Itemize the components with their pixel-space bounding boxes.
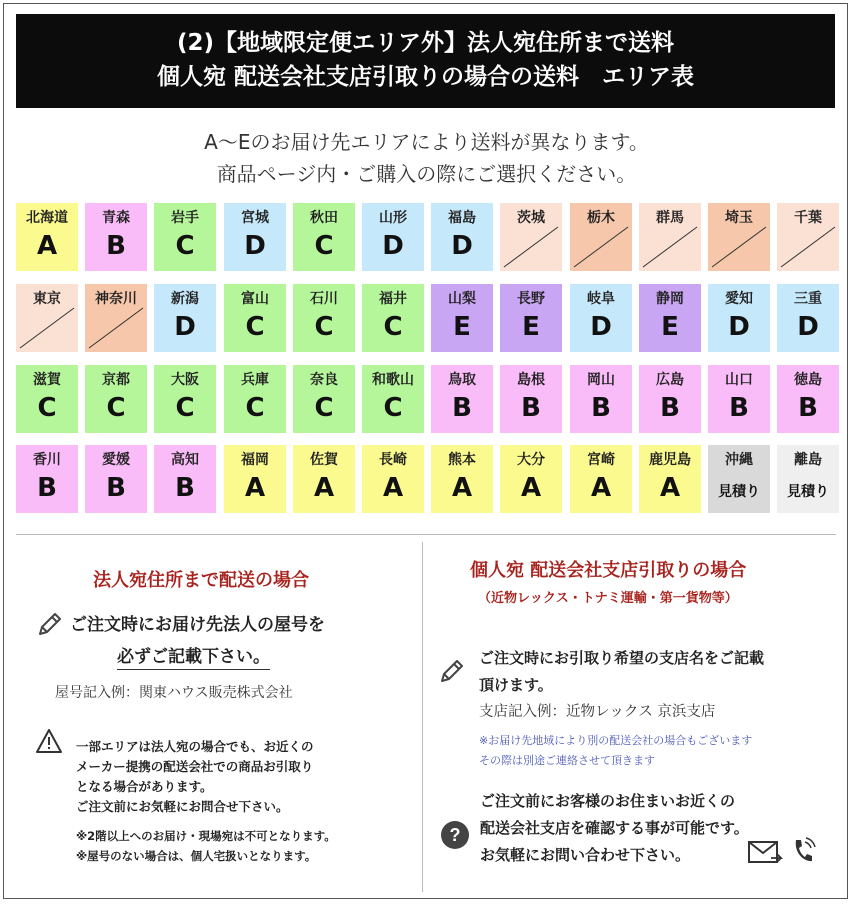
panel-divider bbox=[422, 542, 423, 892]
not-applicable-slash bbox=[16, 284, 78, 352]
area-code: B bbox=[798, 393, 818, 423]
area-cell bbox=[224, 284, 286, 352]
area-cell bbox=[639, 445, 701, 513]
pencil-icon bbox=[36, 610, 64, 638]
prefecture-name: 三重 bbox=[794, 291, 822, 307]
area-cell bbox=[639, 203, 701, 271]
area-cell bbox=[708, 365, 770, 433]
area-code: A bbox=[313, 473, 335, 503]
prefecture-name: 福岡 bbox=[241, 452, 269, 468]
area-cell bbox=[85, 445, 147, 513]
area-cell bbox=[362, 284, 424, 352]
note-line-2: ※屋号のない場合は、個人宅扱いとなります。 bbox=[76, 849, 317, 863]
not-applicable-slash bbox=[570, 203, 632, 271]
prefecture-name: 東京 bbox=[33, 291, 61, 307]
prefecture-name: 埼玉 bbox=[725, 210, 753, 226]
area-cell bbox=[293, 445, 355, 513]
area-cell bbox=[85, 365, 147, 433]
area-cell bbox=[777, 445, 839, 513]
area-code: C bbox=[106, 393, 126, 423]
area-code: B bbox=[106, 231, 126, 261]
area-cell bbox=[500, 203, 562, 271]
area-code: C bbox=[383, 312, 403, 342]
prefecture-name: 滋賀 bbox=[33, 372, 61, 388]
prefecture-name: 岐阜 bbox=[587, 291, 615, 307]
area-cell bbox=[154, 365, 216, 433]
area-code: A bbox=[659, 473, 681, 503]
area-code: A bbox=[244, 473, 266, 503]
left-instruction-line-1: ご注文時にお届け先法人の屋号を bbox=[70, 615, 325, 635]
prefecture-name: 山形 bbox=[379, 210, 407, 226]
area-cell bbox=[708, 445, 770, 513]
prefecture-name: 京都 bbox=[102, 372, 130, 388]
right-instruction-line-1: ご注文時にお引取り希望の支店名をご記載 bbox=[479, 649, 765, 667]
area-code: B bbox=[37, 473, 57, 503]
prefecture-name: 北海道 bbox=[26, 210, 68, 226]
area-code: C bbox=[245, 393, 265, 423]
area-cell bbox=[570, 365, 632, 433]
prefecture-name: 離島 bbox=[794, 452, 822, 468]
left-example: 屋号記入例：関東ハウス販売株式会社 bbox=[55, 685, 293, 701]
prefecture-name: 福井 bbox=[379, 291, 407, 307]
area-code: B bbox=[175, 473, 195, 503]
prefecture-name: 兵庫 bbox=[241, 372, 269, 388]
banner-line-1: (2)【地域限定便エリア外】法人宛住所まで送料 bbox=[176, 30, 675, 56]
pencil-icon bbox=[438, 657, 466, 685]
area-cell bbox=[154, 445, 216, 513]
question-icon bbox=[440, 820, 470, 850]
area-cell bbox=[500, 365, 562, 433]
warning-line-1: 一部エリアは法人宛の場合でも、お近くの bbox=[76, 739, 314, 754]
prefecture-name: 宮城 bbox=[241, 210, 269, 226]
right-panel-title: 個人宛 配送会社支店引取りの場合 bbox=[470, 560, 747, 581]
prefecture-name: 奈良 bbox=[310, 372, 338, 388]
area-cell bbox=[500, 284, 562, 352]
area-code: B bbox=[106, 473, 126, 503]
area-cell bbox=[224, 445, 286, 513]
question-line-3: お気軽にお問い合わせ下さい。 bbox=[480, 846, 691, 864]
prefecture-name: 和歌山 bbox=[372, 372, 414, 388]
prefecture-name: 愛知 bbox=[725, 291, 753, 307]
area-cell bbox=[85, 203, 147, 271]
area-code: B bbox=[521, 393, 541, 423]
prefecture-name: 鳥取 bbox=[448, 372, 476, 388]
area-cell bbox=[85, 284, 147, 352]
area-code: A bbox=[451, 473, 473, 503]
area-cell bbox=[500, 445, 562, 513]
prefecture-name: 青森 bbox=[102, 210, 130, 226]
prefecture-name: 山口 bbox=[725, 372, 753, 388]
blue-note-line-2: その際は別途ご連絡させて頂きます bbox=[479, 754, 655, 767]
area-code: B bbox=[452, 393, 472, 423]
warning-icon bbox=[35, 728, 63, 754]
intro-line-1: A～Eのお届け先エリアにより送料が異なります。 bbox=[204, 130, 649, 154]
area-code: E bbox=[522, 312, 540, 342]
area-cell bbox=[16, 445, 78, 513]
prefecture-name: 群馬 bbox=[656, 210, 684, 226]
not-applicable-slash bbox=[708, 203, 770, 271]
area-cell bbox=[16, 284, 78, 352]
note-line-1: ※2階以上へのお届け・現場宛は不可となります。 bbox=[76, 829, 336, 843]
area-cell bbox=[777, 365, 839, 433]
area-cell bbox=[293, 203, 355, 271]
area-cell bbox=[224, 203, 286, 271]
area-cell bbox=[777, 284, 839, 352]
area-code: B bbox=[591, 393, 611, 423]
area-code: C bbox=[314, 393, 334, 423]
area-code: C bbox=[175, 231, 195, 261]
prefecture-name: 高知 bbox=[171, 452, 199, 468]
area-cell bbox=[154, 203, 216, 271]
area-cell bbox=[362, 445, 424, 513]
area-cell bbox=[16, 203, 78, 271]
prefecture-name: 大阪 bbox=[171, 372, 199, 388]
area-code: D bbox=[382, 231, 404, 261]
question-line-2: 配送会社支店を確認する事が可能です。 bbox=[480, 819, 749, 837]
prefecture-name: 千葉 bbox=[794, 210, 822, 226]
area-cell bbox=[293, 365, 355, 433]
area-cell bbox=[431, 365, 493, 433]
area-code: C bbox=[175, 393, 195, 423]
area-code: B bbox=[660, 393, 680, 423]
prefecture-name: 徳島 bbox=[794, 372, 822, 388]
area-cell bbox=[777, 203, 839, 271]
area-cell bbox=[708, 203, 770, 271]
not-applicable-slash bbox=[500, 203, 562, 271]
area-cell bbox=[362, 203, 424, 271]
warning-line-2: メーカー提携の配送会社での商品お引取り bbox=[76, 759, 314, 774]
area-code: A bbox=[590, 473, 612, 503]
prefecture-name: 山梨 bbox=[448, 291, 476, 307]
prefecture-name: 茨城 bbox=[517, 210, 545, 226]
area-code: C bbox=[383, 393, 403, 423]
area-cell bbox=[639, 284, 701, 352]
area-cell bbox=[570, 284, 632, 352]
prefecture-name: 新潟 bbox=[171, 291, 199, 307]
area-cell bbox=[570, 203, 632, 271]
not-applicable-slash bbox=[85, 284, 147, 352]
area-code: D bbox=[174, 312, 196, 342]
not-applicable-slash bbox=[777, 203, 839, 271]
area-code: A bbox=[520, 473, 542, 503]
area-cell bbox=[708, 284, 770, 352]
prefecture-name: 福島 bbox=[448, 210, 476, 226]
mail-icon bbox=[747, 838, 783, 868]
area-code: E bbox=[661, 312, 679, 342]
intro-line-2: 商品ページ内・ご購入の際にご選択ください。 bbox=[216, 162, 637, 186]
section-divider bbox=[16, 534, 836, 535]
prefecture-name: 長野 bbox=[517, 291, 545, 307]
area-cell bbox=[154, 284, 216, 352]
area-cell bbox=[431, 284, 493, 352]
area-code: D bbox=[797, 312, 819, 342]
area-code: E bbox=[453, 312, 471, 342]
area-code: D bbox=[590, 312, 612, 342]
area-code: C bbox=[314, 231, 334, 261]
area-code: D bbox=[451, 231, 473, 261]
left-panel-title: 法人宛住所まで配送の場合 bbox=[93, 570, 309, 591]
prefecture-name: 長崎 bbox=[379, 452, 407, 468]
area-code: C bbox=[245, 312, 265, 342]
question-line-1: ご注文前にお客様のお住まいお近くの bbox=[480, 792, 736, 810]
prefecture-name: 静岡 bbox=[656, 291, 684, 307]
area-cell bbox=[431, 203, 493, 271]
area-cell bbox=[431, 445, 493, 513]
area-cell bbox=[293, 284, 355, 352]
area-cell bbox=[224, 365, 286, 433]
warning-line-4: ご注文前にお気軽にお問合せ下さい。 bbox=[76, 799, 289, 814]
prefecture-name: 沖縄 bbox=[725, 452, 753, 468]
prefecture-name: 神奈川 bbox=[95, 291, 137, 307]
right-example: 支店記入例：近物レックス 京浜支店 bbox=[479, 704, 716, 720]
svg-text:?: ? bbox=[449, 825, 461, 845]
area-code: B bbox=[729, 393, 749, 423]
prefecture-name: 広島 bbox=[656, 372, 684, 388]
area-cell bbox=[639, 365, 701, 433]
prefecture-name: 熊本 bbox=[448, 452, 476, 468]
area-code: C bbox=[37, 393, 57, 423]
prefecture-name: 富山 bbox=[241, 291, 269, 307]
prefecture-name: 島根 bbox=[517, 372, 545, 388]
right-instruction-line-2: 頂けます。 bbox=[479, 676, 553, 694]
prefecture-name: 香川 bbox=[33, 452, 61, 468]
phone-icon bbox=[790, 836, 816, 866]
prefecture-name: 秋田 bbox=[310, 210, 338, 226]
title-banner bbox=[16, 14, 835, 108]
prefecture-name: 大分 bbox=[517, 452, 545, 468]
prefecture-name: 石川 bbox=[310, 291, 338, 307]
area-code: D bbox=[728, 312, 750, 342]
area-cell bbox=[570, 445, 632, 513]
area-cell bbox=[16, 365, 78, 433]
prefecture-name: 宮崎 bbox=[587, 452, 615, 468]
estimate-label: 見積り bbox=[787, 484, 829, 500]
left-instruction-line-2: 必ずご記載下さい。 bbox=[117, 642, 270, 670]
prefecture-name: 栃木 bbox=[587, 210, 615, 226]
not-applicable-slash bbox=[639, 203, 701, 271]
area-code: A bbox=[382, 473, 404, 503]
area-code: C bbox=[314, 312, 334, 342]
prefecture-name: 岡山 bbox=[587, 372, 615, 388]
area-code: A bbox=[36, 231, 58, 261]
estimate-label: 見積り bbox=[718, 484, 760, 500]
banner-line-2: 個人宛 配送会社支店引取りの場合の送料 エリア表 bbox=[156, 64, 694, 90]
prefecture-name: 佐賀 bbox=[310, 452, 338, 468]
area-code: D bbox=[244, 231, 266, 261]
prefecture-name: 岩手 bbox=[171, 210, 199, 226]
prefecture-name: 鹿児島 bbox=[649, 452, 691, 468]
right-panel-subtitle: （近物レックス・トナミ運輸・第一貨物等） bbox=[478, 591, 738, 606]
prefecture-name: 愛媛 bbox=[102, 452, 130, 468]
warning-line-3: となる場合があります。 bbox=[76, 779, 213, 794]
area-cell bbox=[362, 365, 424, 433]
blue-note-line-1: ※お届け先地域により別の配送会社の場合もございます bbox=[479, 734, 753, 747]
